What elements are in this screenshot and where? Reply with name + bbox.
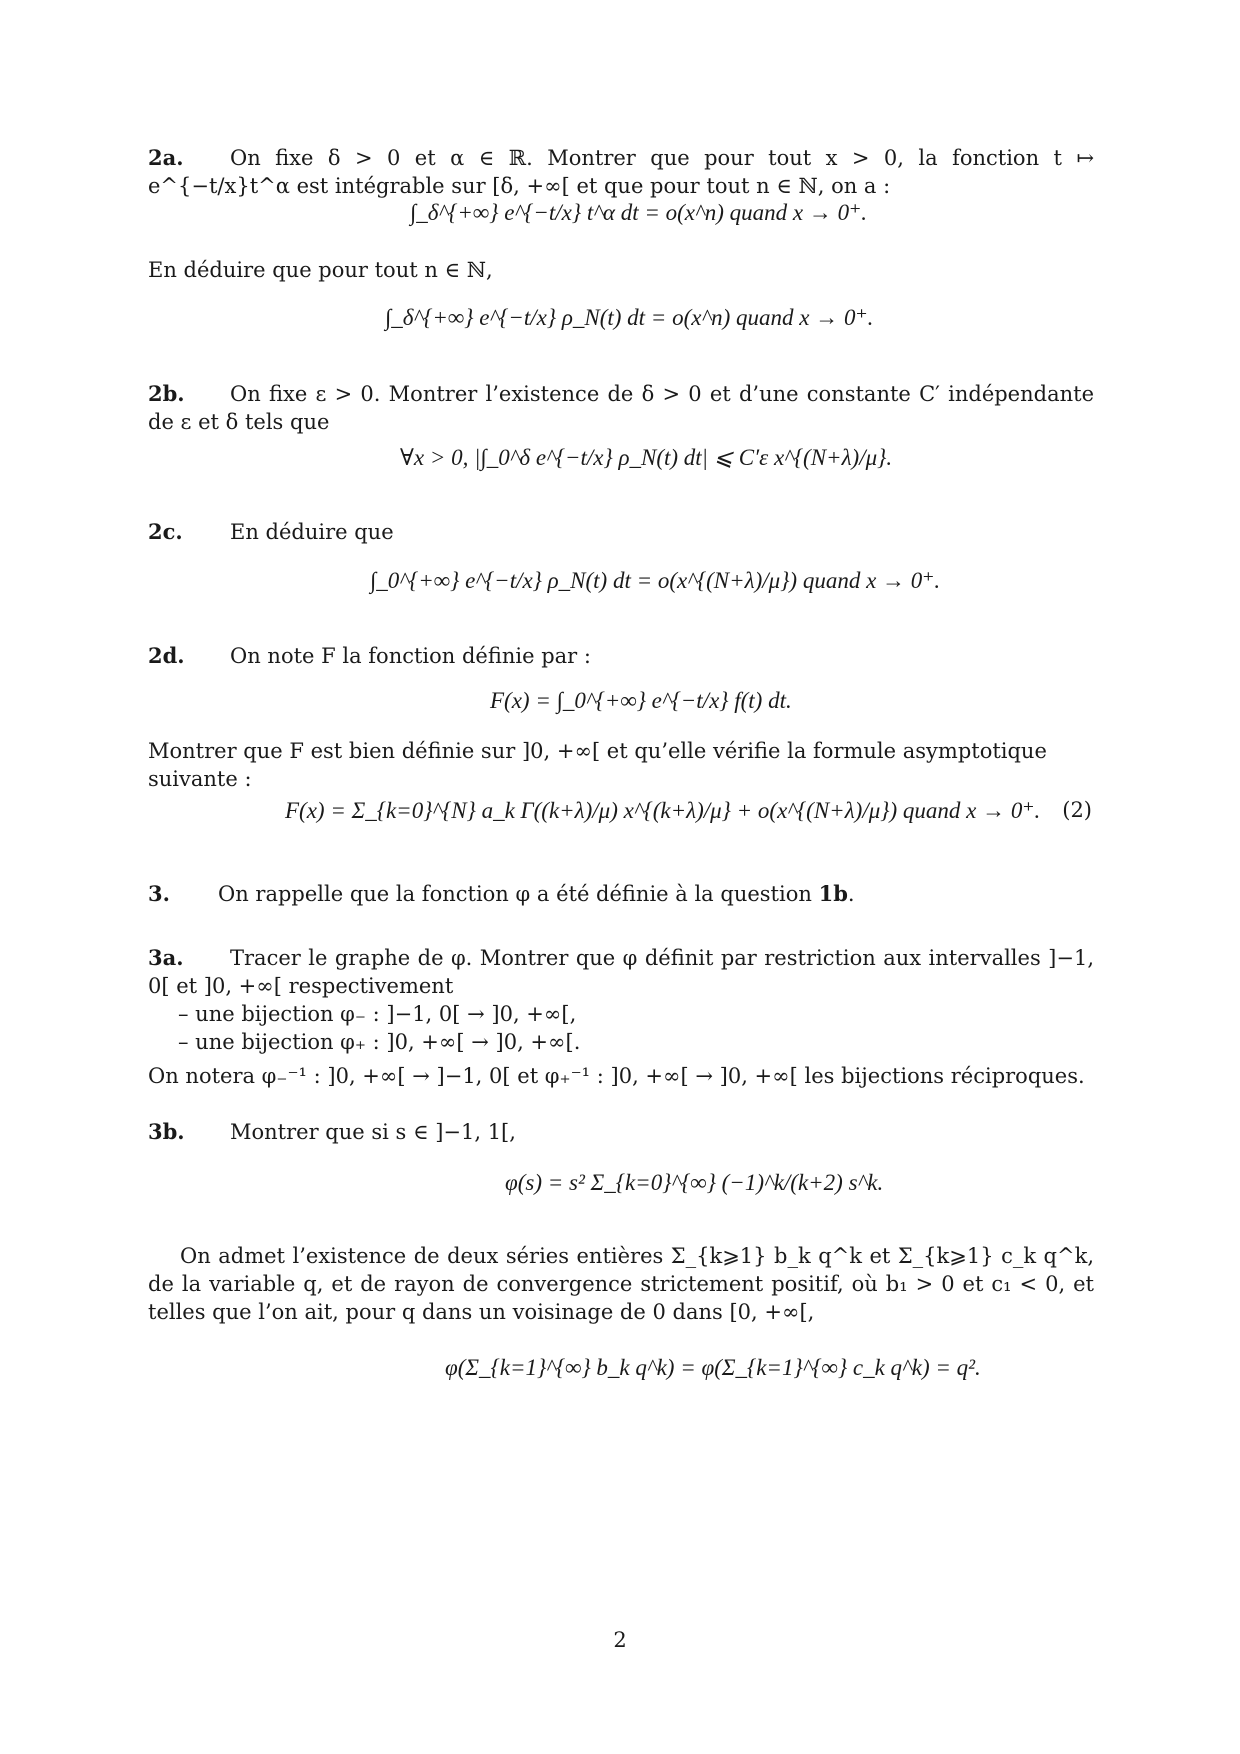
equation-text: ∫_δ^{+∞} e^{−t/x} ρ_N(t) dt = o(x^n) quand x → 0⁺. <box>385 305 874 330</box>
question-label: 2a. <box>148 145 184 170</box>
question-text: Montrer que si s ∈ ]−1, 1[, <box>230 1120 516 1144</box>
question-text: En déduire que <box>230 520 394 544</box>
question-2c <box>148 518 1094 546</box>
equation-text: ∀x > 0, |∫_0^δ e^{−t/x} ρ_N(t) dt| ⩽ C′ε x^{(N+λ)/μ}. <box>400 445 893 470</box>
question-text: On notera φ₋⁻¹ : ]0, +∞[ → ]−1, 0[ et φ₊⁻¹ : ]0, +∞[ → ]0, +∞[ les bijections réciproques. <box>148 1064 1085 1088</box>
question-3a <box>148 944 1094 1090</box>
question-2b <box>148 380 1094 436</box>
paragraph: On admet l’existence de deux séries entières Σ_{k⩾1} b_k q^k et Σ_{k⩾1} c_k q^k, de la variable q, et de rayon de convergence strictement positif, où b₁ > 0 et c₁ < 0, et telles que l’on ait, pour q dans un voisinage de 0 dans [0, +∞[, <box>148 1244 1094 1324</box>
question-2d <box>148 642 1094 670</box>
question-2a-part2 <box>148 256 1094 284</box>
question-label: 3. <box>148 881 170 906</box>
equation-2a-2 <box>385 305 873 331</box>
question-label: 2d. <box>148 643 185 668</box>
question-2d-part2 <box>148 737 1094 793</box>
equation-text: φ(Σ_{k=1}^{∞} b_k q^k) = φ(Σ_{k=1}^{∞} c_k q^k) = q². <box>445 1355 981 1380</box>
equation-text: F(x) = ∫_0^{+∞} e^{−t/x} f(t) dt. <box>490 688 792 713</box>
question-text: Tracer le graphe de φ. Montrer que φ définit par restriction aux intervalles ]−1, 0[ et ]0, +∞[ respectivement <box>148 946 1094 998</box>
equation-2a-1 <box>410 200 867 226</box>
question-text: En déduire que pour tout n ∈ ℕ, <box>148 258 493 282</box>
question-text: On rappelle que la fonction φ a été définie à la question <box>218 882 812 906</box>
question-text: On fixe ε > 0. Montrer l’existence de δ > 0 et d’une constante C′ indépendante de ε et δ tels que <box>148 382 1094 434</box>
equation-2c <box>370 568 940 594</box>
equation-text: ∫_δ^{+∞} e^{−t/x} t^α dt = o(x^n) quand x → 0⁺. <box>410 200 867 225</box>
question-label: 3b. <box>148 1119 185 1144</box>
list-item: – une bijection φ₋ : ]−1, 0[ → ]0, +∞[, <box>178 1002 577 1026</box>
equation-number: (2) <box>1062 798 1092 822</box>
question-text: On note F la fonction définie par : <box>230 644 591 668</box>
question-text: On fixe δ > 0 et α ∈ ℝ. Montrer que pour tout x > 0, la fonction t ↦ e^{−t/x}t^α est intégrable sur [δ, +∞[ et que pour tout n ∈ ℕ, on a : <box>148 146 1094 198</box>
page-number: 2 <box>613 1628 627 1652</box>
question-text: Montrer que F est bien définie sur ]0, +∞[ et qu’elle vérifie la formule asymptotique suivante : <box>148 739 1047 791</box>
question-label: 2b. <box>148 381 185 406</box>
equation-2d-1 <box>490 688 792 714</box>
question-3 <box>148 880 1094 908</box>
equation-text: ∫_0^{+∞} e^{−t/x} ρ_N(t) dt = o(x^{(N+λ)/μ}) quand x → 0⁺. <box>370 568 941 593</box>
question-label: 3a. <box>148 945 184 970</box>
equation-2b <box>400 445 892 471</box>
equation-3b-2 <box>445 1355 981 1381</box>
equation-text: φ(s) = s² Σ_{k=0}^{∞} (−1)^k/(k+2) s^k. <box>505 1170 884 1195</box>
question-reference: 1b <box>818 881 848 906</box>
equation-2d-2 <box>285 798 1040 824</box>
question-text-end: . <box>847 882 855 906</box>
equation-3b <box>505 1170 883 1196</box>
question-2a <box>148 144 1094 200</box>
question-label: 2c. <box>148 519 183 544</box>
list-item: – une bijection φ₊ : ]0, +∞[ → ]0, +∞[. <box>178 1030 581 1054</box>
question-3b <box>148 1118 1094 1146</box>
equation-text: F(x) = Σ_{k=0}^{N} a_k Γ((k+λ)/μ) x^{(k+λ)/μ} + o(x^{(N+λ)/μ}) quand x → 0⁺. <box>285 798 1041 823</box>
